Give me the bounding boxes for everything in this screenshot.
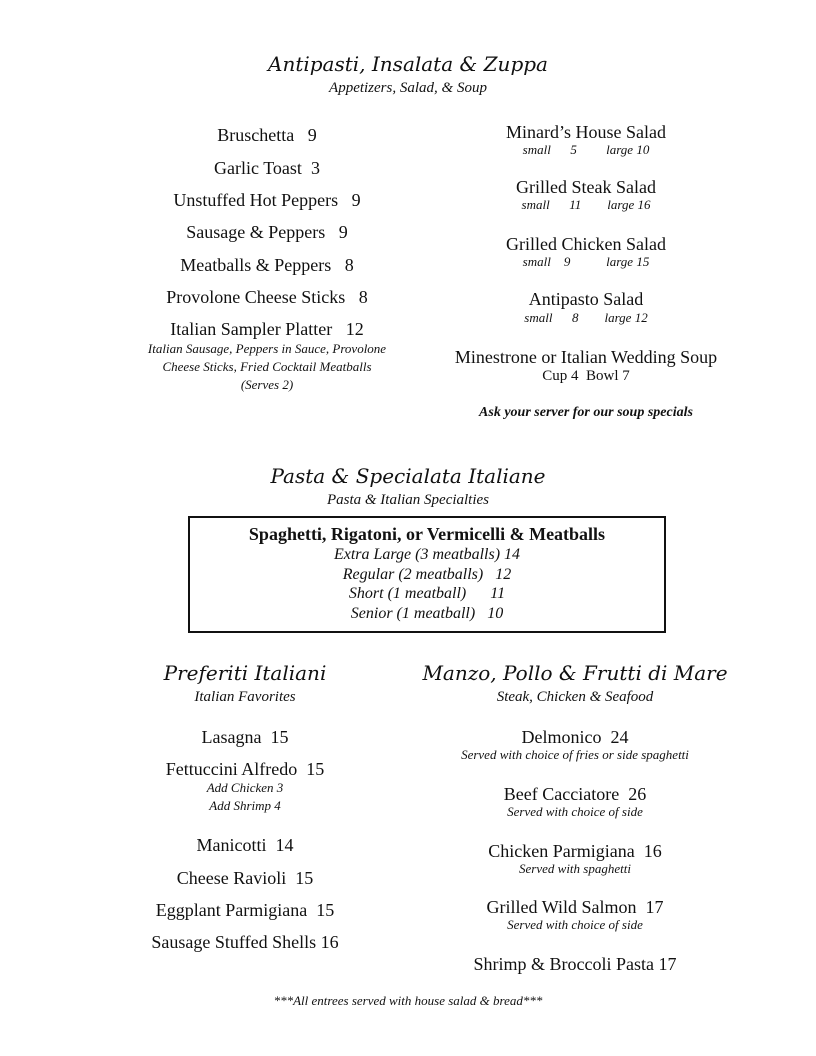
preferiti-title: Preferiti Italiani xyxy=(163,661,327,685)
salad-sizes: small 8 large 12 xyxy=(524,310,648,325)
appetizer-item: Bruschetta 9 xyxy=(217,125,317,145)
appetizer-item: Sausage & Peppers 9 xyxy=(186,222,348,242)
pasta-subtitle: Pasta & Italian Specialties xyxy=(326,492,490,508)
manzo-subtitle: Steak, Chicken & Seafood xyxy=(496,689,654,705)
favorite-item: Lasagna 15 xyxy=(201,727,289,747)
entree-item: Shrimp & Broccoli Pasta 17 xyxy=(473,954,677,974)
appetizer-item: Meatballs & Peppers 8 xyxy=(180,255,354,275)
meatball-pasta-sizes: Extra Large (3 meatballs) 14 Regular (2 meatballs) 12 Short (1 meatball) 11 Senior (1 meatball) 10 xyxy=(333,546,521,622)
favorite-item: Fettuccini Alfredo 15 xyxy=(165,759,325,779)
salad-sizes: small 11 large 16 xyxy=(521,197,651,212)
favorite-item: Sausage Stuffed Shells 16 xyxy=(151,932,339,952)
appetizer-item: Unstuffed Hot Peppers 9 xyxy=(173,190,361,210)
appetizer-item: Garlic Toast 3 xyxy=(214,158,320,178)
salad-name: Minard’s House Salad xyxy=(506,122,666,142)
salad-name: Antipasto Salad xyxy=(528,289,644,309)
alfredo-addons: Add Chicken 3 Add Shrimp 4 xyxy=(206,780,284,813)
soup-sizes: Cup 4 Bowl 7 xyxy=(542,368,630,384)
entree-note: Served with choice of side xyxy=(507,917,643,932)
pasta-title: Pasta & Specialata Italiane xyxy=(270,464,546,488)
soup-name: Minestrone or Italian Wedding Soup xyxy=(454,347,718,367)
preferiti-subtitle: Italian Favorites xyxy=(194,689,296,705)
entree-note: Served with choice of side xyxy=(507,804,643,819)
entree-note: Served with spaghetti xyxy=(519,861,631,876)
sampler-description: Italian Sausage, Peppers in Sauce, Provolone Cheese Sticks, Fried Cocktail Meatballs (Serves 2) xyxy=(147,341,387,392)
antipasti-subtitle: Appetizers, Salad, & Soup xyxy=(329,80,487,96)
entree-note: Served with choice of fries or side spaghetti xyxy=(461,747,689,762)
salad-name: Grilled Steak Salad xyxy=(516,177,656,197)
meatball-pasta-title: Spaghetti, Rigatoni, or Vermicelli & Meatballs xyxy=(248,524,606,544)
antipasti-title: Antipasti, Insalata & Zuppa xyxy=(268,52,548,76)
favorite-item: Cheese Ravioli 15 xyxy=(176,868,314,888)
salad-sizes: small 9 large 15 xyxy=(522,254,650,269)
manzo-title: Manzo, Pollo & Frutti di Mare xyxy=(422,661,728,685)
entree-item: Chicken Parmigiana 16 xyxy=(488,841,662,861)
appetizer-item: Italian Sampler Platter 12 xyxy=(170,319,364,339)
salad-sizes: small 5 large 10 xyxy=(522,142,650,157)
appetizer-item: Provolone Cheese Sticks 8 xyxy=(166,287,368,307)
entree-item: Beef Cacciatore 26 xyxy=(503,784,647,804)
salad-name: Grilled Chicken Salad xyxy=(506,234,666,254)
soup-specials-note: Ask your server for our soup specials xyxy=(479,405,693,420)
entrees-footer-note: ***All entrees served with house salad & bread*** xyxy=(273,993,543,1008)
favorite-item: Eggplant Parmigiana 15 xyxy=(155,900,335,920)
entree-item: Delmonico 24 xyxy=(521,727,629,747)
favorite-item: Manicotti 14 xyxy=(196,835,294,855)
entree-item: Grilled Wild Salmon 17 xyxy=(486,897,664,917)
